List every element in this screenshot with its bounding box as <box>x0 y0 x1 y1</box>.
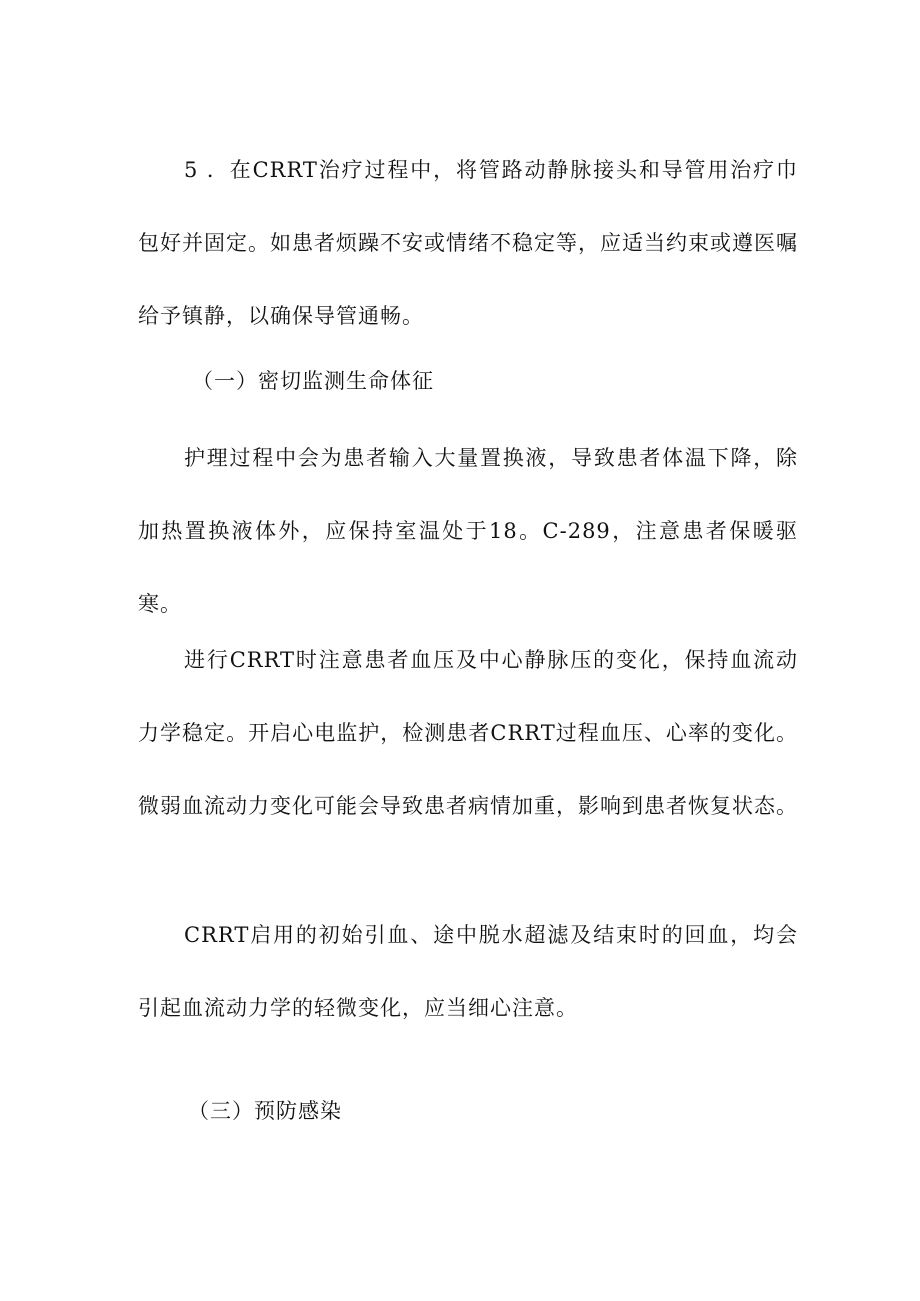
section-heading-vital-signs: （一）密切监测生命体征 <box>192 369 434 393</box>
paragraph-blood-pressure-monitoring: 进行CRRT时注意患者血压及中心静脉压的变化，保持血流动力学稳定。开启心电监护，检测患者CRRT过程血压、心率的变化。微弱血流动力变化可能会导致患者病情加重，影响到患者恢复状态。 <box>138 648 798 818</box>
paragraph-body-temperature: 护理过程中会为患者输入大量置换液，导致患者体温下降，除加热置换液体外，应保持室温处于18。C-289，注意患者保暖驱寒。 <box>138 446 798 616</box>
paragraph-hemodynamic-changes: CRRT启用的初始引血、途中脱水超滤及结束时的回血，均会引起血流动力学的轻微变化，应当细心注意。 <box>138 923 798 1020</box>
paragraph-crrt-catheter-fixation: 5 ．在CRRT治疗过程中，将管路动静脉接头和导管用治疗巾包好并固定。如患者烦躁不安或情绪不稳定等，应适当约束或遵医嘱给予镇静，以确保导管通畅。 <box>138 158 798 328</box>
section-heading-infection-prevention: （三）预防感染 <box>188 1099 342 1123</box>
